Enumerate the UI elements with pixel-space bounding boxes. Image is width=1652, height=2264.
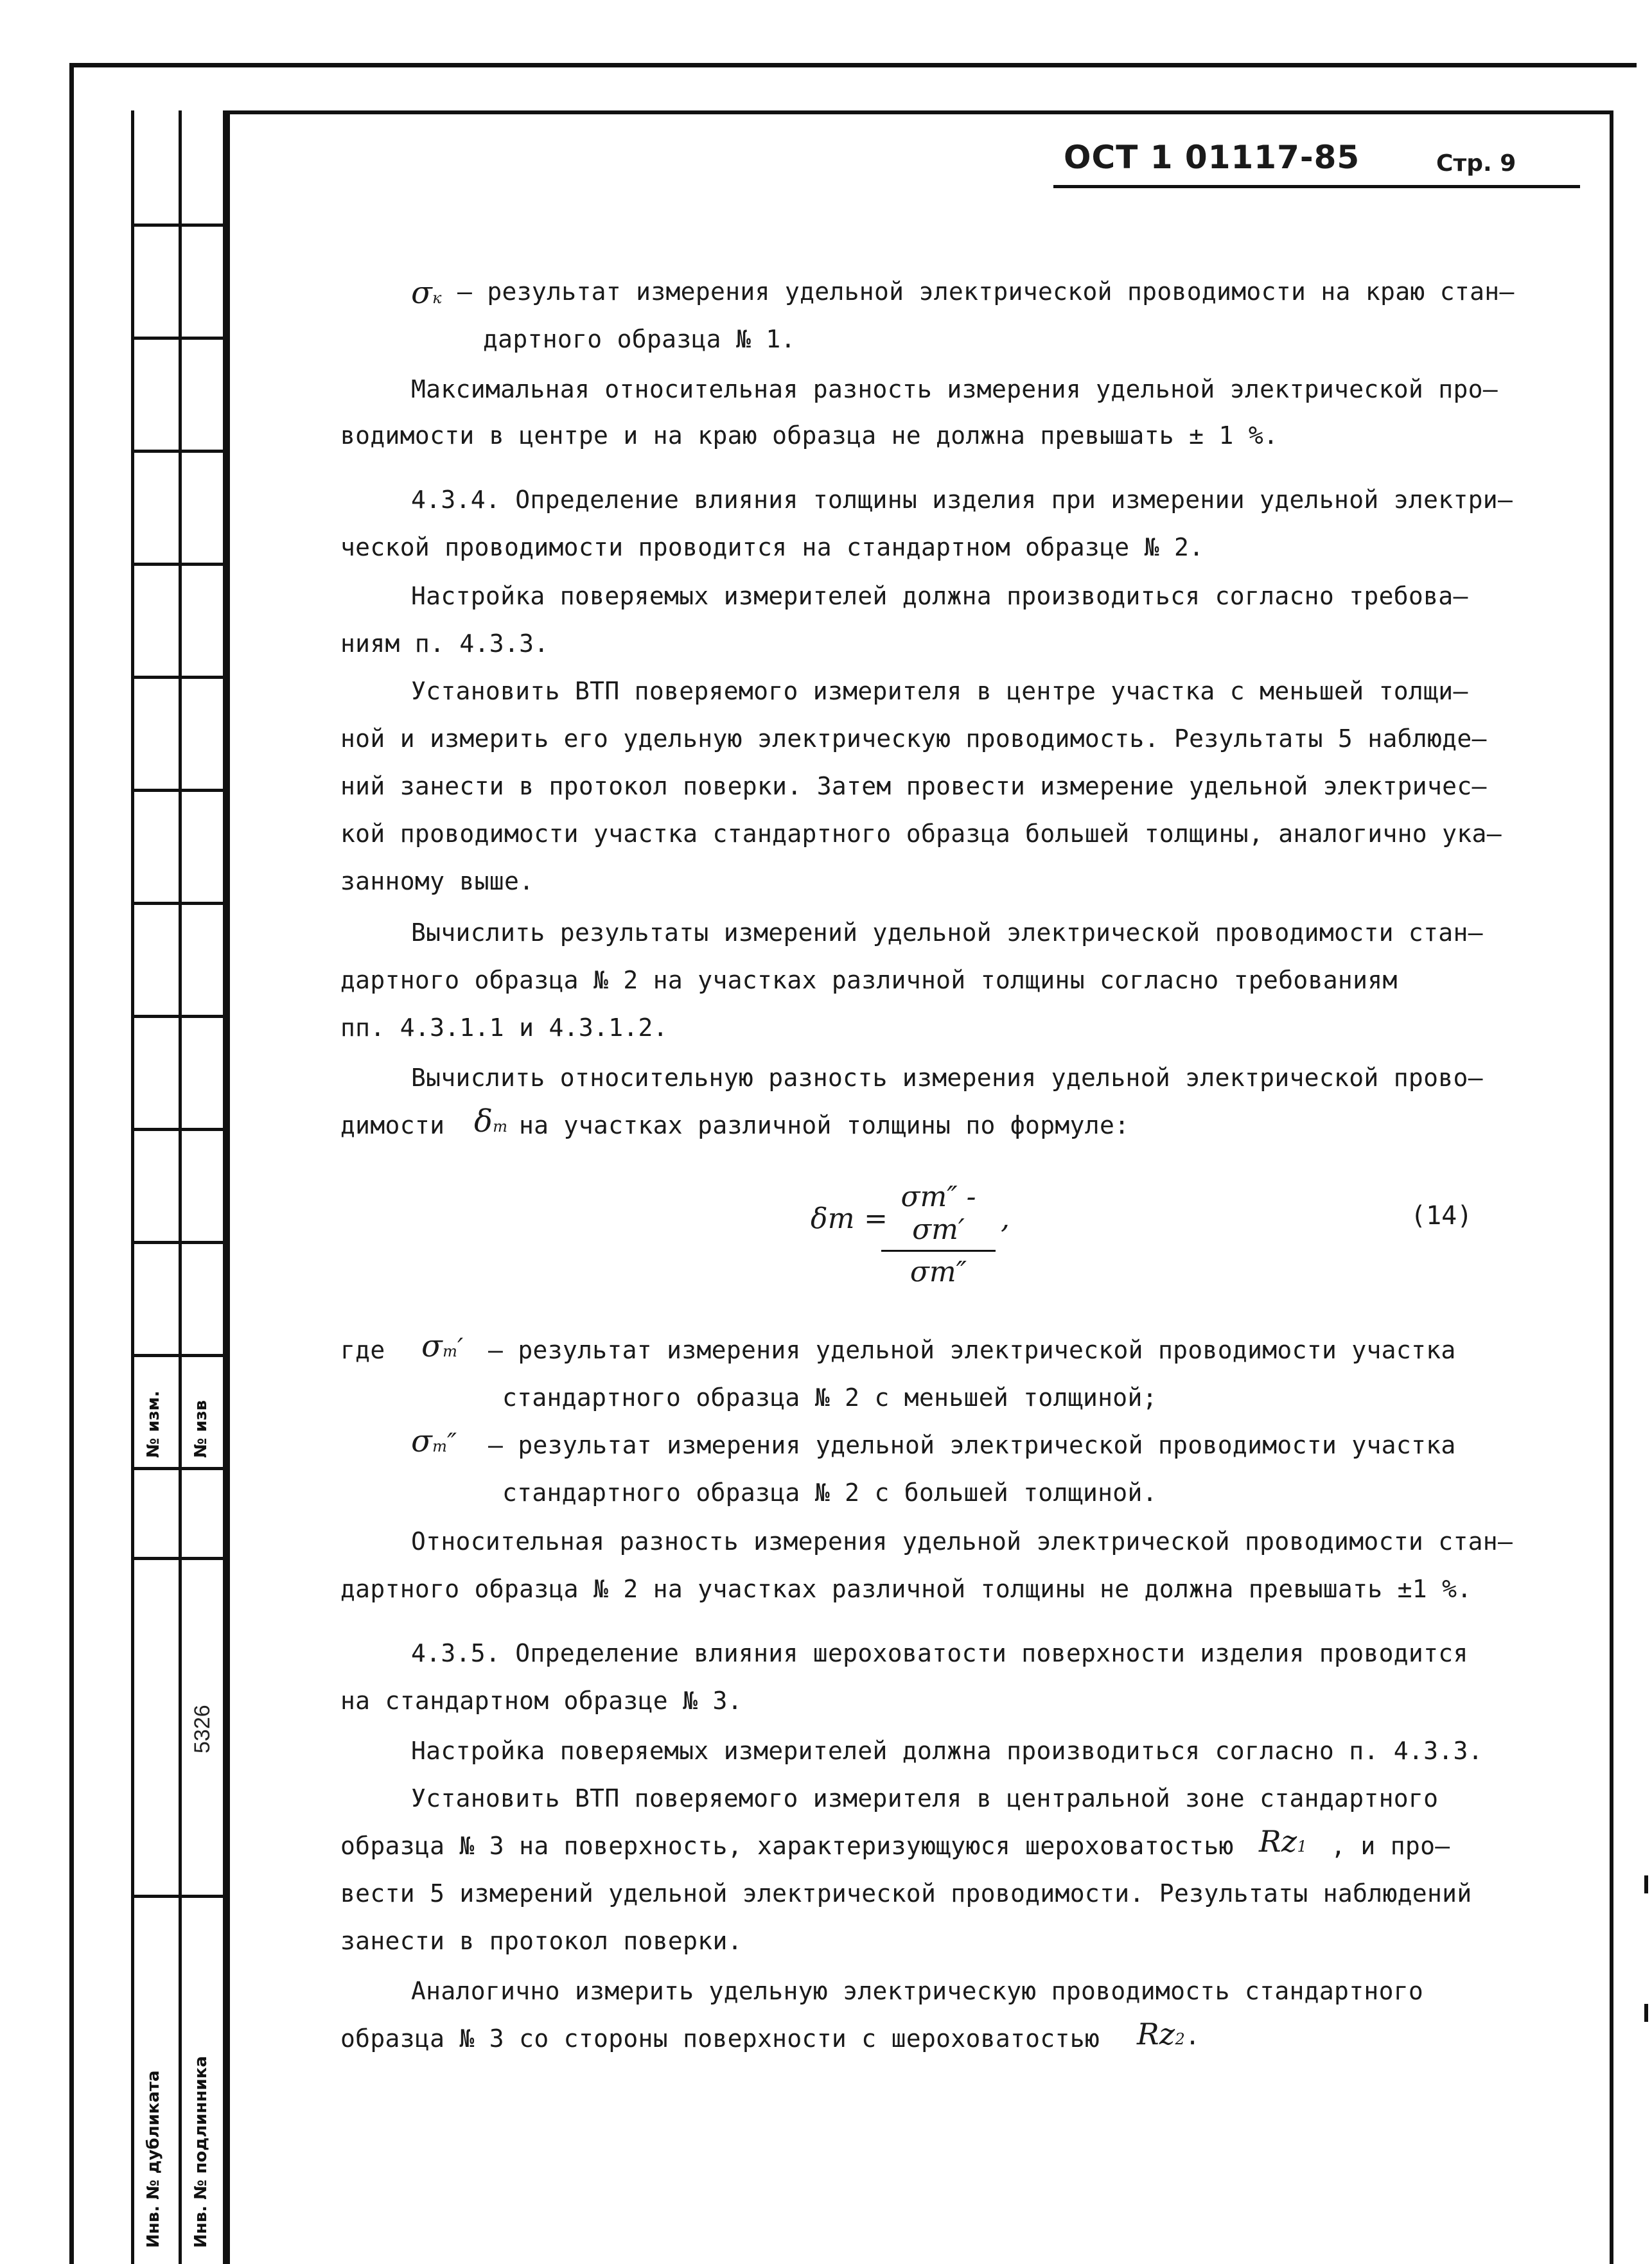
text-line: Установить ВТП поверяемого измерителя в центре участка с меньшей толщи– — [411, 677, 1468, 705]
text-line: где — [340, 1336, 385, 1364]
text-line: Настройка поверяемых измерителей должна производиться согласно п. 4.3.3. — [411, 1737, 1483, 1765]
text-line: ний занести в протокол поверки. Затем провести измерение удельной электричес– — [340, 772, 1487, 800]
text-line: занести в протокол поверки. — [340, 1927, 743, 1955]
page-number: Стр. 9 — [1436, 150, 1516, 177]
text-line: образца № 3 на поверхность, характеризующуюся шероховатостью — [340, 1832, 1234, 1860]
text-line: – результат измерения удельной электрической проводимости участка — [488, 1336, 1456, 1364]
text-line: – результат измерения удельной электрической проводимости участка — [488, 1431, 1456, 1459]
formula-numerator: σт″ - σт′ — [901, 1180, 976, 1246]
text-line: образца № 3 со стороны поверхности с шероховатостью — [340, 2024, 1100, 2053]
strip-duplicate-label: Инв. № дубликата — [144, 2070, 163, 2248]
formula-comma: , — [1001, 1202, 1010, 1235]
margin-tick — [1644, 2004, 1648, 2022]
strip-divider — [131, 1128, 227, 1131]
document-code: ОСТ 1 01117-85 — [1064, 139, 1360, 176]
text-line: водимости в центре и на краю образца не должна превышать ± 1 %. — [340, 421, 1279, 450]
text-line: Аналогично измерить удельную электрическую проводимость стандартного — [411, 1977, 1424, 2005]
strip-divider — [131, 1354, 227, 1357]
text-line: стандартного образца № 2 с большей толщиной. — [502, 1479, 1157, 1507]
text-line: на участках различной толщины по формуле: — [519, 1111, 1130, 1139]
strip-number: 5326 — [190, 1705, 215, 1753]
strip-izv-label: № изв — [191, 1400, 211, 1458]
text-line: Относительная разность измерения удельной электрической проводимости стан– — [411, 1527, 1513, 1556]
text-line: на стандартном образце № 3. — [340, 1687, 743, 1715]
symbol-delta-t: δт — [474, 1103, 508, 1139]
text-line: , и про– — [1331, 1832, 1450, 1860]
text-line: пп. 4.3.1.1 и 4.3.1.2. — [340, 1014, 668, 1042]
symbol-rz1: Rz1 — [1259, 1824, 1308, 1859]
text-line: – результат измерения удельной электрической проводимости на краю стан– — [457, 277, 1515, 306]
symbol-sigma-t-prime: σт′ — [421, 1328, 464, 1364]
text-line: кой проводимости участка стандартного образца большей толщины, аналогично ука– — [340, 820, 1502, 848]
strip-divider — [131, 676, 227, 679]
text-line: Установить ВТП поверяемого измерителя в центральной зоне стандартного — [411, 1784, 1439, 1812]
strip-izm-label: № изм. — [144, 1391, 163, 1458]
text-line: Настройка поверяемых измерителей должна производиться согласно требова– — [411, 582, 1468, 610]
strip-column-1 — [131, 110, 179, 2264]
text-line: ческой проводимости проводится на стандартном образце № 2. — [340, 533, 1204, 561]
symbol-sigma-t-double-prime: σт″ — [411, 1423, 457, 1459]
text-line: Вычислить результаты измерений удельной электрической проводимости стан– — [411, 918, 1483, 947]
formula-lhs: δт = — [811, 1202, 888, 1235]
text-line: ной и измерить его удельную электрическую проводимость. Результаты 5 наблюде– — [340, 724, 1487, 753]
formula-number: (14) — [1410, 1201, 1473, 1231]
strip-divider — [131, 224, 227, 227]
text-line: ниям п. 4.3.3. — [340, 629, 549, 658]
formula-fraction — [881, 1180, 996, 1288]
text-line: дартного образца № 2 на участках различной толщины не должна превышать ±1 %. — [340, 1575, 1472, 1603]
strip-divider — [131, 337, 227, 340]
fraction-bar — [881, 1250, 996, 1252]
strip-original-label: Инв. № подлинника — [191, 2056, 211, 2248]
strip-column-2 — [179, 110, 226, 2264]
text-line: стандартного образца № 2 с меньшей толщиной; — [502, 1383, 1157, 1412]
text-line: Вычислить относительную разность измерения удельной электрической прово– — [411, 1064, 1483, 1092]
text-line: 4.3.5. Определение влияния шероховатости поверхности изделия проводится — [411, 1639, 1468, 1667]
text-line: Максимальная относительная разность измерения удельной электрической про– — [411, 375, 1498, 403]
symbol-rz2: Rz2. — [1137, 2017, 1200, 2051]
strip-divider — [131, 1015, 227, 1018]
strip-divider — [131, 1557, 227, 1560]
strip-divider — [131, 789, 227, 792]
strip-divider — [131, 902, 227, 905]
text-line: занному выше. — [340, 867, 534, 895]
margin-tick — [1644, 1875, 1648, 1893]
symbol-sigma-k: σк — [411, 275, 442, 311]
strip-divider — [131, 1467, 227, 1470]
header-rule — [1053, 185, 1580, 188]
strip-divider — [131, 450, 227, 453]
text-line: димости — [340, 1111, 445, 1139]
text-line: дартного образца № 1. — [483, 325, 796, 353]
strip-divider — [131, 1895, 227, 1898]
text-line: дартного образца № 2 на участках различной толщины согласно требованиям — [340, 966, 1398, 994]
text-line: вести 5 измерений удельной электрической проводимости. Результаты наблюдений — [340, 1879, 1472, 1908]
formula-denominator: σт″ — [909, 1256, 967, 1288]
strip-divider — [131, 563, 227, 566]
text-line: 4.3.4. Определение влияния толщины изделия при измерении удельной электри– — [411, 486, 1513, 514]
strip-divider — [131, 1241, 227, 1244]
